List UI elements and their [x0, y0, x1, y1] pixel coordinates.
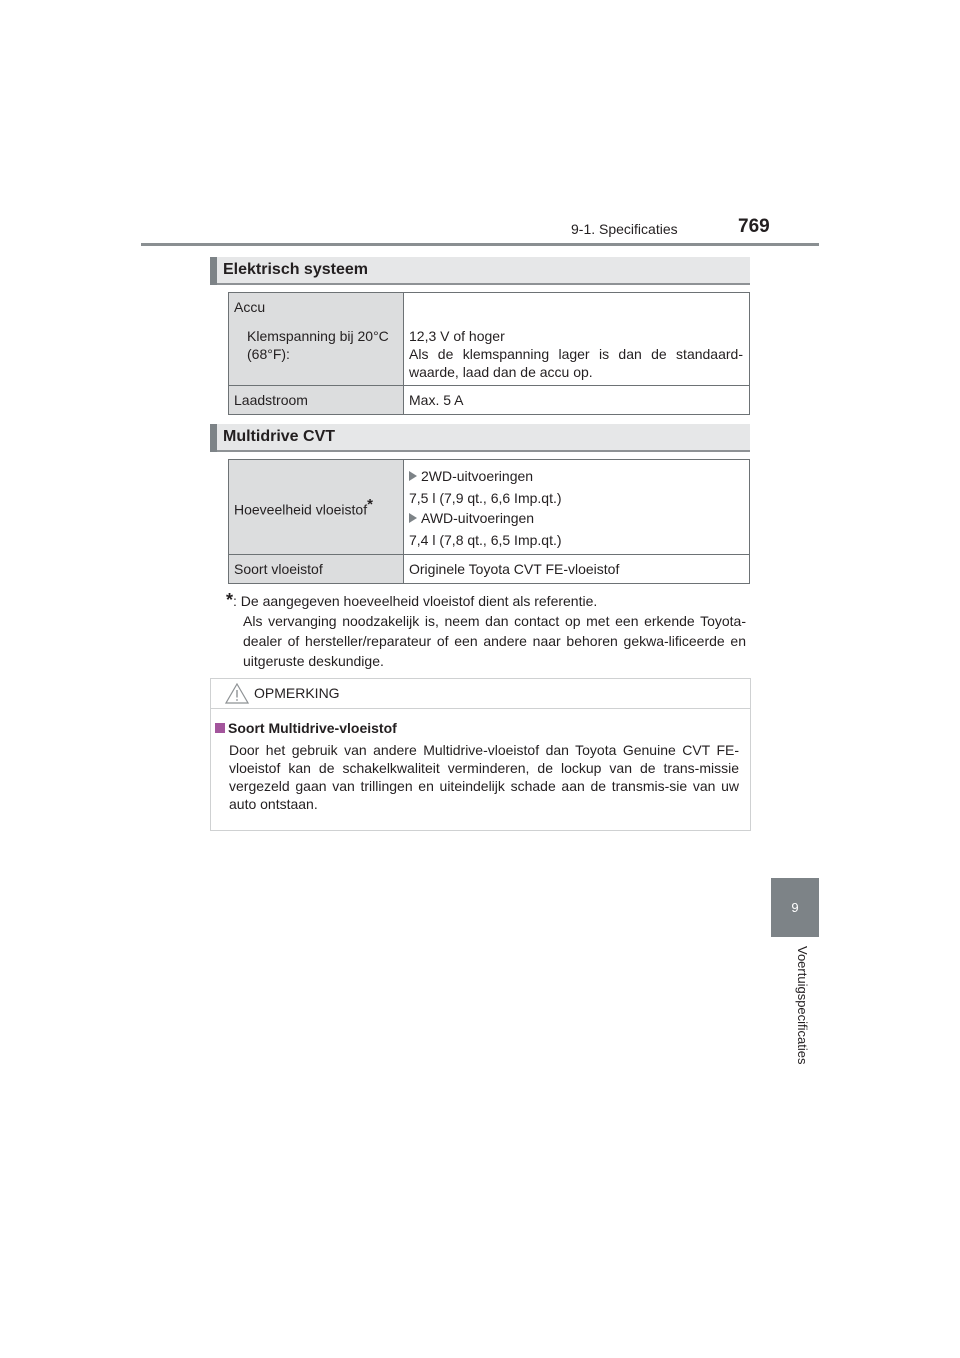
- table-row: [229, 386, 750, 415]
- charge-label: Laadstroom: [234, 392, 308, 408]
- page-number: 769: [738, 216, 770, 237]
- section-heading-cvt: [210, 424, 750, 452]
- electrical-table: [228, 292, 750, 415]
- notice-box: [210, 678, 751, 831]
- heading-text: Elektrisch systeem: [223, 261, 368, 278]
- battery-label: Accu: [234, 299, 266, 315]
- warning-triangle-icon: [225, 683, 249, 704]
- chapter-tab[interactable]: [771, 878, 819, 937]
- notice-title: OPMERKING: [254, 685, 340, 701]
- fluid-type-label: Soort vloeistof: [234, 561, 323, 577]
- footnote-text: : De aangegeven hoeveelheid vloeistof dient als referentie.: [233, 593, 598, 609]
- fluid-qty-mark: *: [367, 496, 373, 514]
- qty-2wd: 7,5 l (7,9 qt., 6,6 Imp.qt.): [409, 490, 562, 506]
- fluid-qty-value-cell: [404, 460, 750, 555]
- voltage-value-cell: [404, 293, 750, 386]
- notice-body: Door het gebruik van andere Multidrive-vloeistof dan Toyota Genuine CVT FE-vloeistof kan de schakelkwaliteit verminderen, de lockup van de trans-missie vergezeld gaan van trillingen en uiteindelijk schade aan de transmis-sie van uw auto ontstaan.: [229, 742, 739, 812]
- fluid-qty-label: Hoeveelheid vloeistof: [234, 501, 368, 518]
- arrow-right-icon: [409, 471, 417, 481]
- qty-awd: 7,4 l (7,8 qt., 6,5 Imp.qt.): [409, 532, 562, 548]
- footnote-mark: *: [226, 590, 234, 610]
- notice-header: [211, 679, 750, 709]
- chapter-number: 9: [791, 900, 799, 915]
- section-heading-electrical: [210, 257, 750, 285]
- variant-awd: AWD-uitvoeringen: [421, 510, 535, 526]
- voltage-value: 12,3 V of hoger: [409, 328, 505, 344]
- heading-text: Multidrive CVT: [223, 428, 336, 445]
- notice-subheading: Soort Multidrive-vloeistof: [228, 720, 397, 736]
- voltage-note: Als de klemspanning lager is dan de standaard-waarde, laad dan de accu op.: [409, 346, 743, 380]
- section-title: 9-1. Specificaties: [571, 221, 678, 237]
- footnote-continuation: Als vervanging noodzakelijk is, neem dan contact op met een erkende Toyota-dealer of hersteller/reparateur of een andere naar behoren gekwa-lificeerde en uitgeruste deskundige.: [243, 613, 746, 669]
- table-row: [229, 555, 750, 584]
- battery-label-cell: [229, 293, 404, 386]
- fluid-qty-label-cell: [229, 460, 404, 555]
- charge-value: Max. 5 A: [409, 392, 464, 408]
- header-rule: [141, 243, 819, 246]
- table-row: [229, 293, 750, 386]
- heading-bar: [210, 424, 217, 452]
- table-row: [229, 460, 750, 555]
- fluid-type-value: Originele Toyota CVT FE-vloeistof: [409, 561, 620, 577]
- square-bullet-icon: [215, 723, 225, 733]
- footnote: [226, 590, 746, 671]
- variant-2wd: 2WD-uitvoeringen: [421, 468, 534, 484]
- chapter-title: Voertuigspecificaties: [795, 946, 810, 1065]
- voltage-label: Klemspanning bij 20°C (68°F):: [247, 328, 389, 362]
- heading-bar: [210, 257, 217, 285]
- arrow-right-icon: [409, 513, 417, 523]
- cvt-table: [228, 459, 750, 584]
